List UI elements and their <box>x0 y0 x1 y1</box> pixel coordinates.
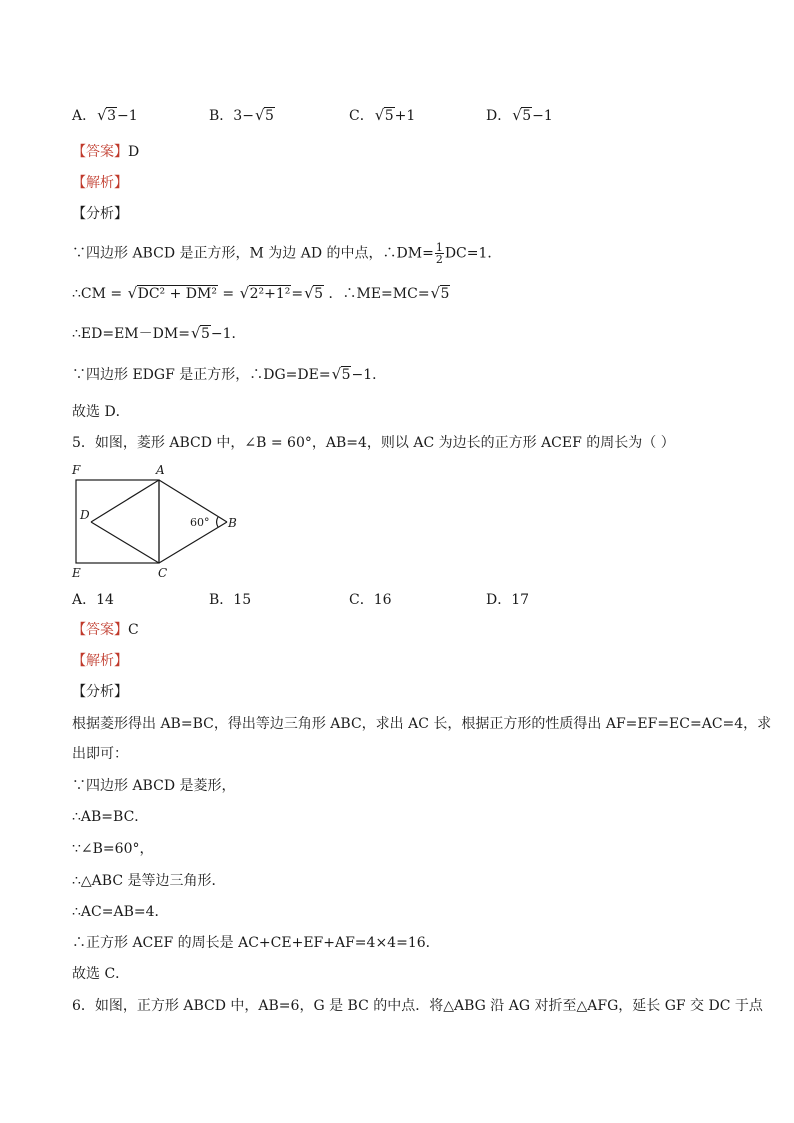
q4-option-d: D．√ 5−1 <box>486 106 553 126</box>
q5-step7: 故选 C． <box>72 966 130 982</box>
segment-ad <box>91 480 159 522</box>
q5-question: 5．如图，菱形 ABCD 中，∠B = 60°，AB=4，则以 AC 为边长的正方形 ACEF 的周长为（ ） <box>72 435 675 451</box>
rhombus-square-figure <box>66 460 246 580</box>
q5-step2: ∴AB=BC． <box>72 809 149 825</box>
q4-option-a: A．√ 3−1 <box>72 106 138 126</box>
q5-answer: 【答案】C <box>72 622 139 638</box>
angle-b-arc <box>217 517 218 527</box>
q5-analysis-line2: 出即可： <box>72 746 128 762</box>
q4-solution-line1: ∵四边形 ABCD 是正方形，M 为边 AD 的中点，∴DM= $\frac{1}{2}$ DC=1． <box>72 241 502 266</box>
q5-option-b: B．15 <box>209 592 252 608</box>
segment-dc <box>91 522 159 563</box>
q5-step1: ∵四边形 ABCD 是菱形， <box>72 778 236 794</box>
label-e: E <box>72 566 81 580</box>
q5-step6: ∴正方形 ACEF 的周长是 AC+CE+EF+AF=4×4=16． <box>72 935 440 951</box>
q4-option-c: C．√ 5+1 <box>349 106 415 126</box>
q5-explain-tag: 【解析】 <box>72 653 128 669</box>
label-b: B <box>228 516 237 530</box>
answer-tag: 【答案】 <box>72 144 128 160</box>
q5-option-a: A．14 <box>72 592 114 608</box>
q5-option-c: C．16 <box>349 592 392 608</box>
q4-solution-line3: ∴ED=EM－DM=√ 5−1． <box>72 324 246 344</box>
q4-analysis-tag: 【分析】 <box>72 206 128 222</box>
q5-analysis-tag: 【分析】 <box>72 684 128 700</box>
q5-analysis-line1: 根据菱形得出 AB=BC，得出等边三角形 ABC，求出 AC 长，根据正方形的性质得出 AF=EF=EC=AC=4，求 <box>72 716 772 732</box>
q4-answer: 【答案】D <box>72 144 140 160</box>
label-d: D <box>80 508 90 522</box>
answer-tag: 【答案】 <box>72 622 128 638</box>
q4-solution-line2: ∴CM = √ DC² + DM² = √ 2²+1²=√ 5 ．∴ME=MC=√ 5 <box>72 284 450 304</box>
label-c: C <box>158 566 168 580</box>
q5-step3: ∵∠B=60°， <box>72 841 154 857</box>
q4-solution-line5: 故选 D． <box>72 404 130 420</box>
q5-step4: ∴△ABC 是等边三角形． <box>72 873 226 889</box>
label-angle-60: 60° <box>190 516 210 529</box>
q4-explain-tag: 【解析】 <box>72 175 128 191</box>
label-a: A <box>156 463 165 477</box>
q5-step5: ∴AC=AB=4． <box>72 904 169 920</box>
q5-option-d: D．17 <box>486 592 530 608</box>
q4-option-b: B．3−√ 5 <box>209 106 275 126</box>
q4-solution-line4: ∵四边形 EDGF 是正方形，∴DG=DE=√ 5−1． <box>72 365 386 385</box>
q6-question: 6．如图，正方形 ABCD 中，AB=6，G 是 BC 的中点．将△ABG 沿 AG 对折至△AFG，延长 GF 交 DC 于点 <box>72 998 763 1014</box>
label-f: F <box>72 463 81 477</box>
